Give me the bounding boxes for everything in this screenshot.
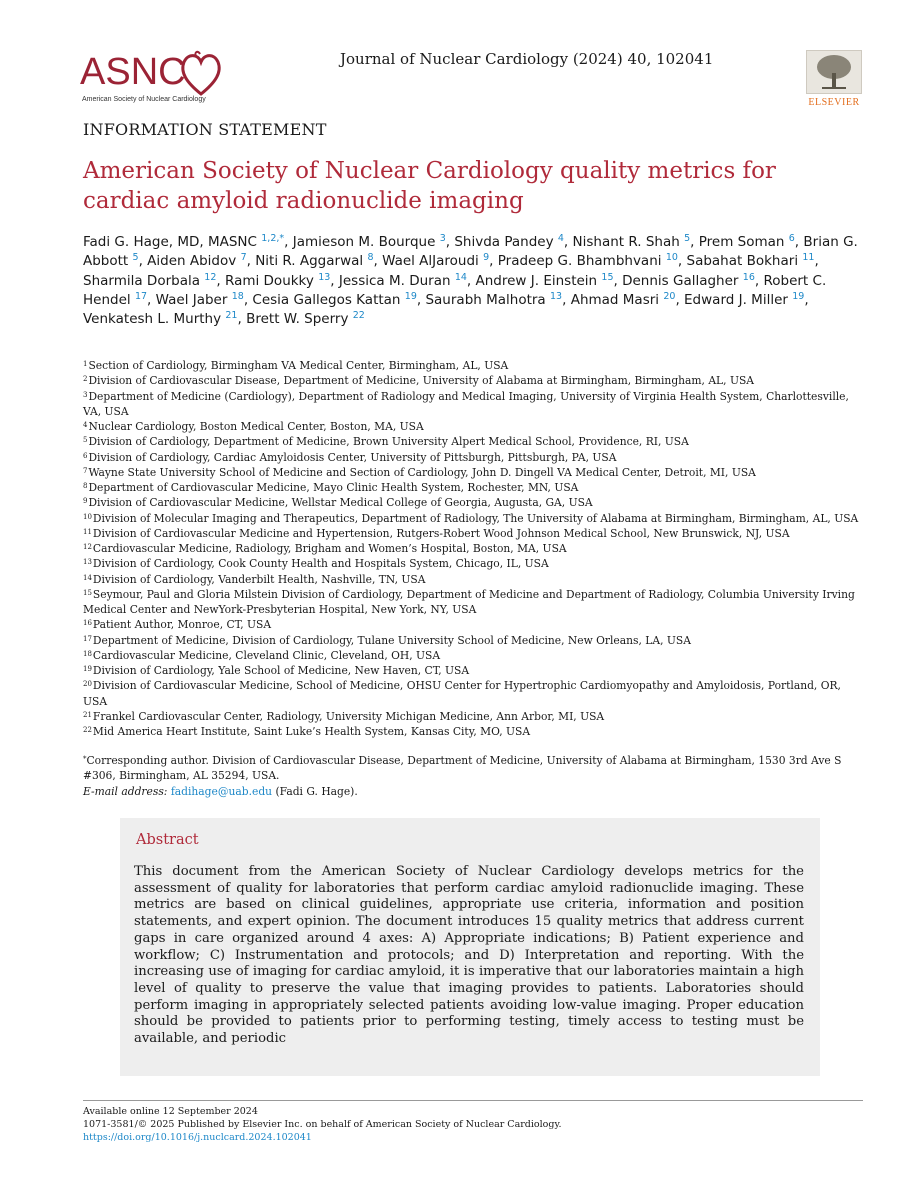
author-affiliation-ref[interactable]: 19: [404, 290, 417, 302]
author-affiliation-ref[interactable]: 3: [439, 233, 446, 244]
affiliation-number: 7: [83, 466, 88, 475]
affiliation-text: Mid America Heart Institute, Saint Luke’s Health System, Kansas City, MO, USA: [92, 725, 531, 738]
email-owner: (Fadi G. Hage).: [275, 784, 358, 798]
abstract-text: This document from the American Society of Nuclear Cardiology develops metrics for the assessment of quality for laboratories that perform cardiac amyloid radionuclide imaging. These metrics are based on clinical guidelines, appropriate use criteria, information and position statements, and expert opinion. The document introduces 15 quality metrics that address current gaps in care organized around 4 axes: A) Appropriate indications; B) Patient experience and workflow; C) Instrumentation and protocols; and D) Interpretation and reporting. With the increasing use of imaging for cardiac amyloid, it is imperative that our laboratories maintain a high level of quality to preserve the value that imaging provides to patients. Laboratories should perform imaging in appropriately selected patients avoiding low-value imaging. Proper education should be provided to patients prior to performing testing, timely access to testing must be available, and periodic: [134, 864, 804, 1047]
corresponding-marker: *: [83, 755, 87, 763]
affiliation-number: 13: [83, 558, 92, 567]
affiliation-number: 15: [83, 588, 92, 597]
author-affiliation-ref[interactable]: 6: [788, 233, 795, 244]
author-affiliation-ref[interactable]: 12: [204, 271, 217, 283]
author-name: Cesia Gallegos Kattan: [252, 291, 401, 308]
author-affiliation-ref[interactable]: 13: [318, 271, 331, 283]
affiliation-text: Department of Medicine, Division of Cardiology, Tulane University School of Medicine, New Orleans, LA, USA: [92, 633, 691, 647]
affiliation-text: Wayne State University School of Medicine and Section of Cardiology, John D. Dingell VA Medical Center, Detroit, MI, USA: [88, 465, 756, 479]
footer-divider: [83, 1100, 863, 1101]
affiliation-number: 20: [83, 680, 92, 689]
affiliation-text: Seymour, Paul and Gloria Milstein Division of Cardiology, Department of Medicine and Department of Radiology, Columbia University Irving Medical Center and NewYork-Presbyterian Hospital, New York, NY, USA: [83, 587, 855, 616]
author-name: Jamieson M. Bourque: [292, 234, 436, 250]
author: [156, 292, 244, 308]
corresponding-text: Corresponding author. Division of Cardiovascular Disease, Department of Medicine, University of Alabama at Birmingham, 1530 3rd Ave S #306, Birmingham, AL 35294, USA.: [83, 754, 842, 783]
affiliation: [83, 541, 863, 556]
affiliation-number: 3: [83, 390, 88, 399]
author: [571, 292, 676, 308]
affiliation: [83, 724, 863, 739]
author-name: Saurabh Malhotra: [425, 291, 546, 308]
author: [687, 253, 815, 269]
affiliation-number: 4: [83, 421, 88, 429]
author-affiliation-ref[interactable]: 15: [601, 271, 614, 283]
affiliation-text: Division of Cardiology, Cook County Health and Hospitals System, Chicago, IL, USA: [92, 557, 549, 571]
author-affiliation-ref[interactable]: 8: [367, 252, 374, 264]
author: [293, 234, 446, 250]
affiliation-list: [83, 358, 863, 739]
affiliation-number: 22: [83, 726, 92, 734]
affiliation-number: 1: [83, 360, 88, 368]
author: [246, 311, 365, 327]
affiliation-text: Division of Molecular Imaging and Therapeutics, Department of Radiology, The University of Alabama at Birmingham, Birmingham, AL, USA: [92, 511, 859, 525]
affiliation: [83, 419, 863, 434]
affiliation-text: Division of Cardiovascular Disease, Department of Medicine, University of Alabama at Birmingham, Birmingham, AL, USA: [88, 374, 754, 388]
author-name: Jessica M. Duran: [338, 272, 451, 289]
tree-icon: [806, 50, 862, 94]
author-name: Brian G. Abbott: [83, 234, 858, 270]
affiliation-text: Department of Cardiovascular Medicine, Mayo Clinic Health System, Rochester, MN, USA: [88, 481, 579, 494]
author-affiliation-ref[interactable]: 10: [665, 252, 678, 264]
affiliation: [83, 572, 863, 587]
author-name: Andrew J. Einstein: [475, 272, 598, 289]
author: [255, 253, 373, 269]
affiliation-text: Cardiovascular Medicine, Cleveland Clinic, Cleveland, OH, USA: [92, 648, 441, 662]
affiliation: [83, 495, 863, 510]
affiliation: [83, 663, 863, 678]
author-name: Sharmila Dorbala: [83, 272, 200, 289]
author-affiliation-ref[interactable]: 18: [231, 290, 244, 302]
affiliation: [83, 511, 863, 526]
affiliation-text: Division of Cardiovascular Medicine and Hypertension, Rutgers-Robert Wood Johnson Medical School, New Brunswick, NJ, USA: [92, 526, 790, 540]
author-name: Fadi G. Hage, MD, MASNC: [83, 234, 257, 250]
author-name: Wael AlJaroudi: [382, 253, 479, 270]
abstract-box: [120, 818, 820, 1076]
author-name: Venkatesh L. Murthy: [83, 311, 222, 328]
author-name: Ahmad Masri: [570, 291, 660, 308]
corresponding-author: [83, 753, 863, 799]
affiliation: [83, 373, 863, 388]
author-name: Nishant R. Shah: [572, 234, 680, 250]
author-affiliation-ref[interactable]: 4: [557, 233, 564, 244]
affiliation: [83, 633, 863, 648]
author-name: Dennis Gallagher: [622, 272, 739, 289]
author-name: Niti R. Aggarwal: [255, 253, 364, 270]
doi-link[interactable]: https://doi.org/10.1016/j.nuclcard.2024.102041: [83, 1132, 312, 1144]
author: [83, 311, 237, 327]
affiliation: [83, 587, 863, 618]
affiliation-text: Nuclear Cardiology, Boston Medical Center, Boston, MA, USA: [88, 420, 424, 433]
author: [83, 234, 284, 250]
heart-icon: [178, 50, 224, 98]
affiliation-number: 9: [83, 497, 88, 506]
author-name: Shivda Pandey: [454, 234, 554, 250]
author-affiliation-ref[interactable]: 20: [663, 290, 676, 302]
author-affiliation-ref[interactable]: 11: [802, 252, 815, 264]
author: [573, 234, 691, 250]
affiliation-text: Division of Cardiology, Vanderbilt Health, Nashville, TN, USA: [92, 572, 426, 586]
author: [83, 273, 216, 289]
author-affiliation-ref[interactable]: 16: [742, 271, 755, 283]
footer: [83, 1100, 863, 1145]
affiliation-text: Division of Cardiovascular Medicine, School of Medicine, OHSU Center for Hypertrophic Cardiomyopathy and Amyloidosis, Portland, OR, USA: [83, 679, 841, 708]
logo-letters: ASNC: [80, 51, 186, 93]
article-title: American Society of Nuclear Cardiology quality metrics for cardiac amyloid radionuclide imaging: [83, 158, 776, 214]
author: [147, 253, 246, 269]
author-name: Prem Soman: [698, 234, 785, 250]
affiliation: [83, 389, 863, 420]
affiliation-number: 8: [83, 482, 88, 490]
author-list: Fadi G. Hage, MD, MASNC $^{1,2,*}$, Jamieson M. Bourque $^3$, Shivda Pandey $^4$, Nishant R. Shah $^5$, Prem Soman $^6$, Brian G. Abbott $^5$, Aiden Abidov $^7$, Niti R. Aggarwal $^8$, Wael AlJaroudi $^9$, Pradeep G. Bhambhvani $^{10}$, Sabahat Bokhari $^{11}$, Sharmila Dorbala $^{12}$, Rami Doukky $^{13}$, Jessica M. Duran $^{14}$, Andrew J. Einstein $^{15}$, Dennis Gallagher $^{16}$, Robert C. Hendel $^{17}$, Wael Jaber $^{18}$, Cesia Gallegos Kattan $^{19}$, Saurabh Malhotra $^{13}$, Ahmad Masri $^{20}$, Edward J. Miller $^{19}$, Venkatesh L. Murthy $^{21}$, Brett W. Sperry $^{22}$: [83, 233, 858, 328]
affiliation-text: Division of Cardiology, Cardiac Amyloidosis Center, University of Pittsburgh, Pittsburgh, PA, USA: [88, 450, 617, 464]
affiliation-number: 21: [83, 710, 92, 719]
affiliation: [83, 450, 863, 465]
affiliation-number: 18: [83, 649, 92, 658]
affiliation-number: 12: [83, 543, 92, 551]
asnc-logo: [80, 50, 230, 110]
author-affiliation-ref[interactable]: 9: [483, 252, 490, 264]
article-type: INFORMATION STATEMENT: [83, 120, 327, 139]
author-name: Robert C. Hendel: [83, 272, 827, 308]
author-affiliation-ref[interactable]: 22: [352, 310, 365, 322]
affiliation-text: Division of Cardiology, Department of Medicine, Brown University Alpert Medical School, Providence, RI, USA: [88, 435, 689, 449]
author-affiliation-ref[interactable]: 14: [454, 271, 467, 283]
affiliation-number: 11: [83, 527, 92, 536]
publisher-logo: [806, 50, 862, 108]
author-affiliation-ref[interactable]: 21: [225, 310, 238, 322]
affiliation-number: 10: [83, 512, 92, 521]
affiliation-text: Division of Cardiology, Yale School of Medicine, New Haven, CT, USA: [92, 664, 470, 677]
abstract-heading: Abstract: [136, 832, 199, 848]
author: [425, 292, 562, 308]
affiliation: [83, 648, 863, 663]
author: [339, 273, 467, 289]
author-name: Edward J. Miller: [684, 291, 788, 308]
author-name: Brett W. Sperry: [246, 311, 349, 328]
author-affiliation-ref[interactable]: 7: [240, 252, 247, 264]
copyright: 1071-3581/© 2025 Published by Elsevier Inc. on behalf of American Society of Nuclear Cardiology.: [83, 1119, 562, 1131]
affiliation: [83, 480, 863, 495]
email-link[interactable]: fadihage@uab.edu: [170, 784, 273, 798]
author: [498, 253, 678, 269]
email-label: E-mail address:: [83, 784, 168, 798]
affiliation: [83, 434, 863, 449]
author-affiliation-ref[interactable]: 13: [550, 290, 563, 302]
affiliation-text: Frankel Cardiovascular Center, Radiology, University Michigan Medicine, Ann Arbor, MI, USA: [92, 709, 605, 723]
publisher-name: ELSEVIER: [808, 97, 860, 108]
author: [252, 292, 416, 308]
author-affiliation-ref[interactable]: 17: [134, 290, 148, 302]
author: [622, 273, 755, 289]
affiliation-text: Department of Medicine (Cardiology), Department of Radiology and Medical Imaging, University of Virginia Health System, Charlottesville, VA, USA: [83, 389, 849, 418]
affiliation: [83, 358, 863, 373]
affiliation-number: 6: [83, 451, 88, 460]
author: [699, 234, 795, 250]
author-affiliation-ref[interactable]: 5: [684, 233, 691, 244]
author-affiliation-ref[interactable]: 1,2,*: [261, 233, 285, 244]
affiliation-text: Cardiovascular Medicine, Radiology, Brigham and Women’s Hospital, Boston, MA, USA: [92, 542, 567, 555]
affiliation-number: 14: [83, 573, 92, 582]
author: [476, 273, 614, 289]
author-name: Pradeep G. Bhambhvani: [497, 253, 662, 270]
affiliation-text: Division of Cardiovascular Medicine, Wellstar Medical College of Georgia, Augusta, GA, USA: [88, 496, 593, 510]
author: [382, 253, 489, 269]
journal-citation: Journal of Nuclear Cardiology (2024) 40, 102041: [340, 50, 714, 68]
affiliation: [83, 678, 863, 709]
author-name: Sabahat Bokhari: [686, 253, 799, 270]
affiliation: [83, 556, 863, 571]
author-affiliation-ref[interactable]: 19: [792, 290, 805, 302]
affiliation: [83, 709, 863, 724]
affiliation-number: 5: [83, 436, 88, 445]
available-online: Available online 12 September 2024: [83, 1106, 258, 1117]
author: [454, 234, 564, 250]
author: [684, 292, 804, 308]
affiliation-number: 17: [83, 634, 92, 643]
author-name: Aiden Abidov: [147, 253, 237, 270]
author-affiliation-ref[interactable]: 5: [132, 252, 139, 264]
affiliation-text: Patient Author, Monroe, CT, USA: [92, 618, 272, 632]
author: [225, 273, 330, 289]
author-name: Wael Jaber: [155, 291, 228, 308]
affiliation: [83, 617, 863, 632]
affiliation-text: Section of Cardiology, Birmingham VA Medical Center, Birmingham, AL, USA: [88, 359, 509, 372]
affiliation: [83, 526, 863, 541]
author-name: Rami Doukky: [224, 272, 314, 289]
affiliation: [83, 465, 863, 480]
affiliation-number: 19: [83, 665, 92, 673]
affiliation-number: 2: [83, 375, 88, 384]
affiliation-number: 16: [83, 619, 92, 628]
logo-tagline: American Society of Nuclear Cardiology: [82, 96, 206, 103]
